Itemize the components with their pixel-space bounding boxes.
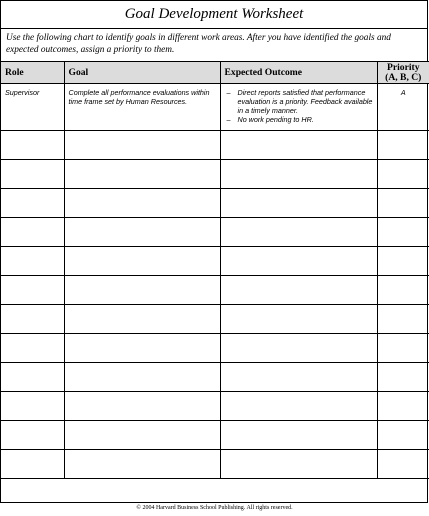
table-row-empty — [1, 218, 429, 247]
outcome-cell[interactable] — [220, 247, 377, 276]
outcome-cell[interactable] — [220, 131, 377, 160]
column-header-priority — [377, 62, 429, 84]
column-header-goal: Goal — [64, 62, 220, 84]
priority-cell[interactable] — [377, 392, 429, 421]
role-cell[interactable] — [1, 305, 64, 334]
table-row-empty — [1, 189, 429, 218]
goal-cell[interactable] — [64, 363, 220, 392]
role-cell[interactable] — [1, 363, 64, 392]
priority-cell[interactable] — [377, 276, 429, 305]
role-cell[interactable] — [1, 247, 64, 276]
outcome-cell[interactable] — [220, 363, 377, 392]
goal-cell[interactable] — [64, 305, 220, 334]
outcome-cell[interactable] — [220, 160, 377, 189]
table-row-empty — [1, 450, 429, 479]
goal-cell[interactable] — [64, 218, 220, 247]
table-row-empty — [1, 334, 429, 363]
outcome-cell[interactable] — [220, 218, 377, 247]
goal-cell[interactable] — [64, 131, 220, 160]
table-row-empty — [1, 276, 429, 305]
role-cell[interactable] — [1, 450, 64, 479]
outcome-cell[interactable] — [220, 189, 377, 218]
table-row-empty — [1, 160, 429, 189]
table-row-empty — [1, 247, 429, 276]
goal-cell[interactable]: Complete all performance evaluations within time frame set by Human Resources. — [64, 84, 220, 131]
role-cell[interactable] — [1, 218, 64, 247]
worksheet-title: Goal Development Worksheet — [124, 6, 304, 22]
table-row-empty — [1, 392, 429, 421]
role-cell[interactable] — [1, 160, 64, 189]
priority-cell[interactable]: A — [377, 84, 429, 131]
table-row — [1, 84, 429, 131]
title-bar — [1, 1, 427, 29]
outcome-item: – No work pending to HR. — [225, 115, 373, 124]
goal-cell[interactable] — [64, 334, 220, 363]
goal-cell[interactable] — [64, 421, 220, 450]
outcome-cell[interactable] — [220, 392, 377, 421]
role-cell[interactable] — [1, 392, 64, 421]
table-row-empty — [1, 421, 429, 450]
outcome-cell[interactable] — [220, 276, 377, 305]
priority-cell[interactable] — [377, 131, 429, 160]
role-cell[interactable]: Supervisor — [1, 84, 64, 131]
outcome-list — [225, 88, 373, 124]
outcome-item: – Direct reports satisfied that performance evaluation is a priority. Feedback available in a timely manner. — [225, 88, 373, 115]
goal-cell[interactable] — [64, 392, 220, 421]
priority-cell[interactable] — [377, 160, 429, 189]
priority-cell[interactable] — [377, 189, 429, 218]
role-cell[interactable] — [1, 334, 64, 363]
priority-cell[interactable] — [377, 218, 429, 247]
table-row-empty — [1, 363, 429, 392]
role-cell[interactable] — [1, 189, 64, 218]
priority-cell[interactable] — [377, 247, 429, 276]
goal-table — [1, 61, 429, 479]
priority-header-line1: Priority — [387, 61, 420, 73]
outcome-cell[interactable] — [220, 334, 377, 363]
outcome-cell[interactable] — [220, 421, 377, 450]
goal-cell[interactable] — [64, 276, 220, 305]
priority-cell[interactable] — [377, 363, 429, 392]
role-cell[interactable] — [1, 421, 64, 450]
outcome-cell[interactable] — [220, 305, 377, 334]
goal-cell[interactable] — [64, 450, 220, 479]
goal-cell[interactable] — [64, 247, 220, 276]
role-cell[interactable] — [1, 276, 64, 305]
role-cell[interactable] — [1, 131, 64, 160]
column-header-expected-outcome: Expected Outcome — [220, 62, 377, 84]
priority-cell[interactable] — [377, 450, 429, 479]
priority-header-line2: (A, B, C) — [385, 71, 422, 83]
instructions-text: Use the following chart to identify goals in different work areas. After you have identified the goals and expected outcomes, assign a priority to them. — [6, 33, 391, 55]
outcome-cell[interactable] — [220, 450, 377, 479]
priority-cell[interactable] — [377, 421, 429, 450]
column-header-role: Role — [1, 62, 64, 84]
goal-cell[interactable] — [64, 189, 220, 218]
goal-cell[interactable] — [64, 160, 220, 189]
header-row — [1, 62, 429, 84]
table-row-empty — [1, 131, 429, 160]
priority-cell[interactable] — [377, 334, 429, 363]
priority-cell[interactable] — [377, 305, 429, 334]
copyright-footer: © 2004 Harvard Business School Publishing. All rights reserved. — [136, 505, 293, 511]
outcome-cell[interactable] — [220, 84, 377, 131]
table-row-empty — [1, 305, 429, 334]
